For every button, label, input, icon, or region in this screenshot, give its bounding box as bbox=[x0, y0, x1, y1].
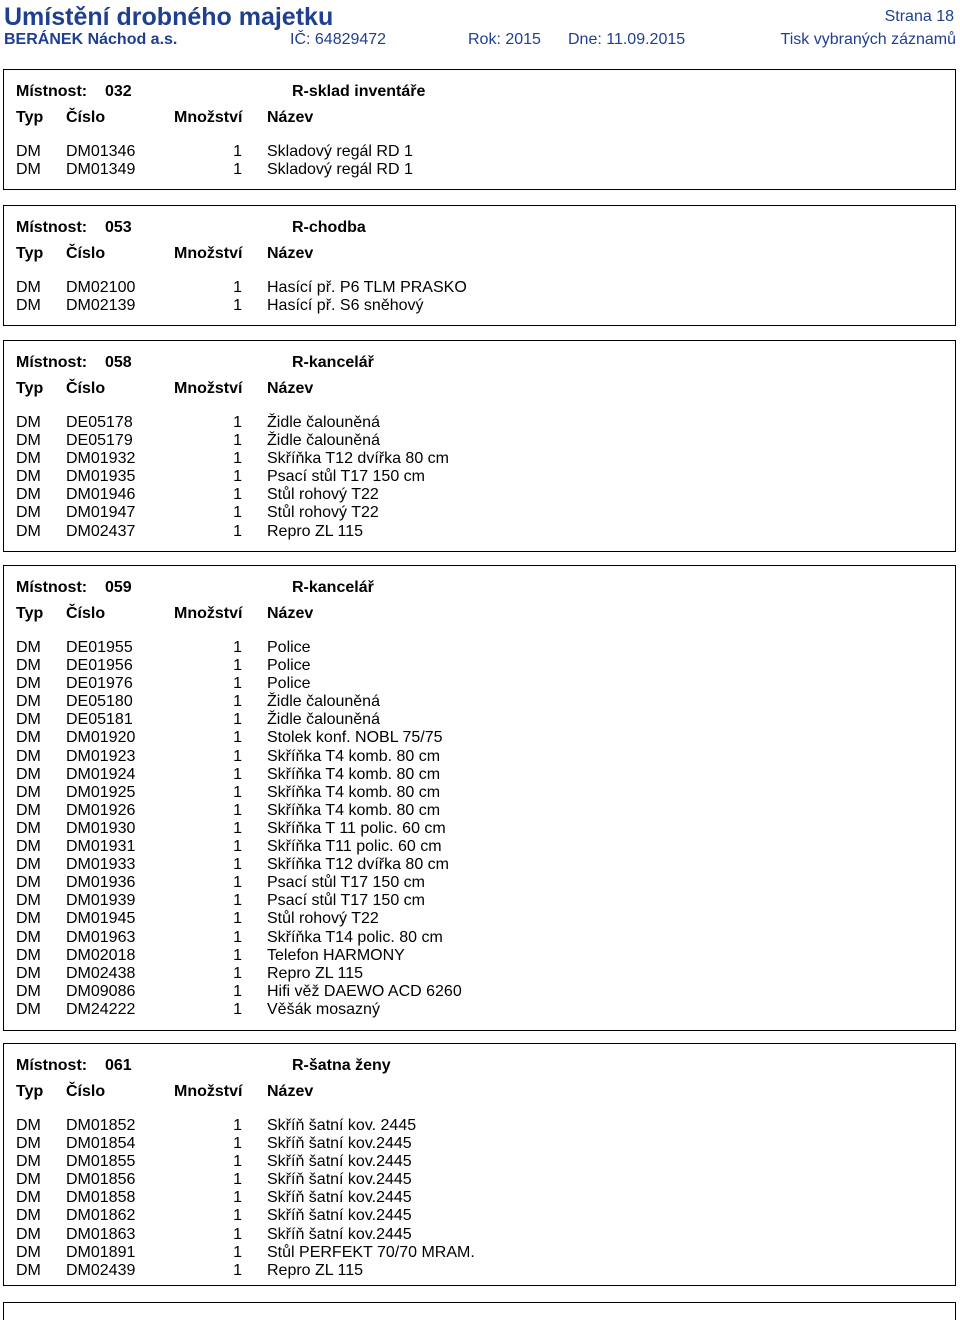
table-row bbox=[4, 675, 955, 693]
item-number: DM01858 bbox=[66, 1189, 136, 1207]
table-row bbox=[4, 983, 955, 1001]
item-quantity: 1 bbox=[233, 1189, 242, 1207]
item-type: DM bbox=[16, 468, 41, 486]
room-name: R-kancelář bbox=[292, 579, 374, 596]
item-number: DM01891 bbox=[66, 1243, 136, 1261]
room-name: R-kancelář bbox=[292, 354, 374, 371]
item-quantity: 1 bbox=[233, 1135, 242, 1153]
item-number: DM02439 bbox=[66, 1261, 136, 1279]
item-number: DM01349 bbox=[66, 161, 136, 179]
item-type: DM bbox=[16, 747, 41, 765]
column-header-mnozstvi: Množství bbox=[174, 605, 243, 622]
item-number: DM01924 bbox=[66, 765, 136, 783]
table-row bbox=[4, 1244, 955, 1262]
table-row bbox=[4, 1207, 955, 1225]
item-name: Židle čalouněná bbox=[267, 693, 380, 711]
item-type: DM bbox=[16, 1117, 41, 1134]
item-quantity: 1 bbox=[233, 765, 242, 783]
room-section bbox=[3, 1043, 956, 1286]
item-number: DM01925 bbox=[66, 783, 136, 801]
item-quantity: 1 bbox=[233, 1207, 242, 1225]
item-name: Skříňka T14 polic. 80 cm bbox=[267, 928, 443, 946]
item-name: Skříň šatní kov.2445 bbox=[267, 1135, 412, 1153]
room-number: 059 bbox=[105, 579, 132, 596]
room-section bbox=[3, 69, 956, 190]
report-header bbox=[0, 0, 960, 56]
item-type: DM bbox=[16, 1261, 41, 1279]
item-list bbox=[4, 1117, 955, 1280]
item-type: DM bbox=[16, 504, 41, 522]
item-type: DM bbox=[16, 729, 41, 747]
column-header-nazev: Název bbox=[267, 245, 314, 262]
item-number: DM09086 bbox=[66, 982, 136, 1000]
item-number: DM01947 bbox=[66, 504, 136, 522]
company-id: IČ: 64829472 bbox=[290, 31, 387, 48]
item-type: DM bbox=[16, 675, 41, 693]
item-name: Police bbox=[267, 657, 311, 675]
item-type: DM bbox=[16, 856, 41, 874]
item-quantity: 1 bbox=[233, 297, 242, 315]
room-number: 061 bbox=[105, 1057, 132, 1074]
table-row bbox=[4, 802, 955, 820]
item-type: DM bbox=[16, 946, 41, 964]
item-quantity: 1 bbox=[233, 801, 242, 819]
item-number: DM01931 bbox=[66, 838, 136, 856]
table-row bbox=[4, 820, 955, 838]
item-type: DM bbox=[16, 801, 41, 819]
table-row bbox=[4, 143, 955, 161]
item-quantity: 1 bbox=[233, 675, 242, 693]
item-name: Skladový regál RD 1 bbox=[267, 161, 413, 179]
item-number: DM01856 bbox=[66, 1171, 136, 1189]
table-row bbox=[4, 729, 955, 747]
table-row bbox=[4, 504, 955, 522]
table-row bbox=[4, 1135, 955, 1153]
item-name: Skříňka T4 komb. 80 cm bbox=[267, 765, 441, 783]
item-quantity: 1 bbox=[233, 143, 242, 160]
item-name: Skříň šatní kov. 2445 bbox=[267, 1117, 417, 1134]
column-header-nazev: Název bbox=[267, 109, 314, 126]
item-quantity: 1 bbox=[233, 1261, 242, 1279]
item-type: DM bbox=[16, 297, 41, 315]
item-number: DM01932 bbox=[66, 450, 136, 468]
item-list bbox=[4, 639, 955, 1019]
item-number: DM01939 bbox=[66, 892, 136, 910]
item-quantity: 1 bbox=[233, 1000, 242, 1018]
item-name: Židle čalouněná bbox=[267, 711, 380, 729]
item-type: DM bbox=[16, 522, 41, 540]
item-name: Skříň šatní kov.2445 bbox=[267, 1189, 412, 1207]
item-quantity: 1 bbox=[233, 1117, 242, 1134]
item-quantity: 1 bbox=[233, 161, 242, 179]
item-type: DM bbox=[16, 486, 41, 504]
page-number: Strana 18 bbox=[884, 8, 954, 25]
table-row bbox=[4, 639, 955, 657]
item-type: DM bbox=[16, 910, 41, 928]
item-name: Skříňka T4 komb. 80 cm bbox=[267, 747, 441, 765]
room-number: 053 bbox=[105, 219, 132, 236]
item-name: Repro ZL 115 bbox=[267, 522, 364, 540]
item-quantity: 1 bbox=[233, 729, 242, 747]
item-number: DM01933 bbox=[66, 856, 136, 874]
item-type: DM bbox=[16, 450, 41, 468]
table-row bbox=[4, 856, 955, 874]
print-mode: Tisk vybraných záznamů bbox=[780, 31, 956, 48]
item-type: DM bbox=[16, 693, 41, 711]
item-number: DM01862 bbox=[66, 1207, 136, 1225]
item-quantity: 1 bbox=[233, 414, 242, 431]
item-type: DM bbox=[16, 1225, 41, 1243]
item-number: DM02100 bbox=[66, 279, 136, 296]
table-row bbox=[4, 693, 955, 711]
column-header-mnozstvi: Množství bbox=[174, 109, 243, 126]
table-row bbox=[4, 1153, 955, 1171]
item-quantity: 1 bbox=[233, 838, 242, 856]
item-type: DM bbox=[16, 279, 41, 296]
item-number: DE05181 bbox=[66, 711, 133, 729]
item-type: DM bbox=[16, 783, 41, 801]
item-name: Stůl rohový T22 bbox=[267, 486, 379, 504]
table-row bbox=[4, 523, 955, 541]
room-name: R-chodba bbox=[292, 219, 366, 236]
item-type: DM bbox=[16, 982, 41, 1000]
table-row bbox=[4, 965, 955, 983]
item-name: Skříňka T12 dvířka 80 cm bbox=[267, 856, 449, 874]
item-number: DE01976 bbox=[66, 675, 133, 693]
item-type: DM bbox=[16, 838, 41, 856]
column-header-mnozstvi: Množství bbox=[174, 1083, 243, 1100]
item-number: DM01346 bbox=[66, 143, 136, 160]
column-header-nazev: Název bbox=[267, 380, 314, 397]
item-name: Skříňka T 11 polic. 60 cm bbox=[267, 819, 446, 837]
item-number: DM01855 bbox=[66, 1153, 136, 1171]
column-header-cislo: Číslo bbox=[66, 380, 106, 397]
table-row bbox=[4, 1117, 955, 1135]
room-number: 032 bbox=[105, 83, 132, 100]
room-section bbox=[3, 340, 956, 552]
item-number: DE05180 bbox=[66, 693, 133, 711]
item-number: DM01852 bbox=[66, 1117, 136, 1134]
item-quantity: 1 bbox=[233, 747, 242, 765]
room-name: R-šatna ženy bbox=[292, 1057, 391, 1074]
item-quantity: 1 bbox=[233, 432, 242, 450]
item-type: DM bbox=[16, 414, 41, 431]
item-name: Repro ZL 115 bbox=[267, 1261, 364, 1279]
item-number: DM01923 bbox=[66, 747, 136, 765]
item-quantity: 1 bbox=[233, 504, 242, 522]
table-row bbox=[4, 838, 955, 856]
item-name: Židle čalouněná bbox=[267, 414, 380, 431]
item-name: Stůl PERFEKT 70/70 MRAM. bbox=[267, 1243, 475, 1261]
item-name: Stůl rohový T22 bbox=[267, 504, 379, 522]
item-name: Židle čalouněná bbox=[267, 432, 380, 450]
item-quantity: 1 bbox=[233, 639, 242, 656]
item-number: DM24222 bbox=[66, 1000, 136, 1018]
item-name: Skříň šatní kov.2445 bbox=[267, 1153, 412, 1171]
item-quantity: 1 bbox=[233, 946, 242, 964]
item-number: DE05178 bbox=[66, 414, 133, 431]
table-row bbox=[4, 766, 955, 784]
item-name: Skříňka T12 dvířka 80 cm bbox=[267, 450, 449, 468]
item-name: Stolek konf. NOBL 75/75 bbox=[267, 729, 443, 747]
column-header-typ: Typ bbox=[16, 109, 44, 126]
item-type: DM bbox=[16, 1153, 41, 1171]
item-type: DM bbox=[16, 892, 41, 910]
item-number: DM01945 bbox=[66, 910, 136, 928]
item-name: Psací stůl T17 150 cm bbox=[267, 892, 425, 910]
column-header-typ: Typ bbox=[16, 605, 44, 622]
item-quantity: 1 bbox=[233, 856, 242, 874]
item-name: Psací stůl T17 150 cm bbox=[267, 468, 425, 486]
item-type: DM bbox=[16, 1207, 41, 1225]
item-list bbox=[4, 143, 955, 179]
item-quantity: 1 bbox=[233, 964, 242, 982]
company-name: BERÁNEK Náchod a.s. bbox=[4, 31, 178, 48]
table-row bbox=[4, 468, 955, 486]
item-type: DM bbox=[16, 1135, 41, 1153]
table-row bbox=[4, 910, 955, 928]
report-title: Umístění drobného majetku bbox=[4, 3, 334, 31]
report-date: Dne: 11.09.2015 bbox=[568, 31, 686, 48]
column-header-cislo: Číslo bbox=[66, 1083, 106, 1100]
item-type: DM bbox=[16, 928, 41, 946]
room-section bbox=[3, 565, 956, 1031]
item-quantity: 1 bbox=[233, 1243, 242, 1261]
item-quantity: 1 bbox=[233, 1153, 242, 1171]
table-row bbox=[4, 784, 955, 802]
table-row bbox=[4, 711, 955, 729]
item-list bbox=[4, 414, 955, 541]
item-quantity: 1 bbox=[233, 450, 242, 468]
item-type: DM bbox=[16, 964, 41, 982]
item-quantity: 1 bbox=[233, 783, 242, 801]
table-row bbox=[4, 450, 955, 468]
item-name: Skříň šatní kov.2445 bbox=[267, 1225, 412, 1243]
item-quantity: 1 bbox=[233, 468, 242, 486]
room-label: Místnost: bbox=[16, 83, 88, 100]
table-row bbox=[4, 432, 955, 450]
item-name: Skladový regál RD 1 bbox=[267, 143, 413, 160]
table-row bbox=[4, 1001, 955, 1019]
item-number: DM02139 bbox=[66, 297, 136, 315]
item-quantity: 1 bbox=[233, 1171, 242, 1189]
item-name: Hifi věž DAEWO ACD 6260 bbox=[267, 982, 462, 1000]
column-header-mnozstvi: Množství bbox=[174, 380, 243, 397]
item-name: Skříňka T11 polic. 60 cm bbox=[267, 838, 442, 856]
room-label: Místnost: bbox=[16, 1057, 88, 1074]
item-name: Věšák mosazný bbox=[267, 1000, 380, 1018]
column-header-typ: Typ bbox=[16, 380, 44, 397]
next-section-frame bbox=[3, 1302, 956, 1320]
table-row bbox=[4, 748, 955, 766]
column-header-cislo: Číslo bbox=[66, 605, 106, 622]
item-quantity: 1 bbox=[233, 1225, 242, 1243]
item-name: Telefon HARMONY bbox=[267, 946, 405, 964]
column-header-nazev: Název bbox=[267, 1083, 314, 1100]
table-row bbox=[4, 929, 955, 947]
item-number: DM02018 bbox=[66, 946, 136, 964]
item-type: DM bbox=[16, 161, 41, 179]
table-row bbox=[4, 1171, 955, 1189]
item-quantity: 1 bbox=[233, 486, 242, 504]
item-quantity: 1 bbox=[233, 910, 242, 928]
item-quantity: 1 bbox=[233, 693, 242, 711]
item-quantity: 1 bbox=[233, 279, 242, 296]
item-number: DM01930 bbox=[66, 819, 136, 837]
item-number: DM01936 bbox=[66, 874, 136, 892]
item-name: Hasící př. P6 TLM PRASKO bbox=[267, 279, 467, 296]
item-name: Skříň šatní kov.2445 bbox=[267, 1171, 412, 1189]
item-name: Hasící př. S6 sněhový bbox=[267, 297, 424, 315]
table-row bbox=[4, 657, 955, 675]
item-number: DM01863 bbox=[66, 1225, 136, 1243]
item-type: DM bbox=[16, 1000, 41, 1018]
item-number: DM02438 bbox=[66, 964, 136, 982]
item-quantity: 1 bbox=[233, 522, 242, 540]
column-header-mnozstvi: Množství bbox=[174, 245, 243, 262]
item-name: Police bbox=[267, 675, 311, 693]
item-quantity: 1 bbox=[233, 657, 242, 675]
table-row bbox=[4, 1226, 955, 1244]
item-type: DM bbox=[16, 711, 41, 729]
item-type: DM bbox=[16, 1243, 41, 1261]
item-name: Skříňka T4 komb. 80 cm bbox=[267, 801, 441, 819]
item-quantity: 1 bbox=[233, 819, 242, 837]
column-header-typ: Typ bbox=[16, 245, 44, 262]
table-row bbox=[4, 947, 955, 965]
column-header-nazev: Název bbox=[267, 605, 314, 622]
item-name: Skříň šatní kov.2445 bbox=[267, 1207, 412, 1225]
item-name: Skříňka T4 komb. 80 cm bbox=[267, 783, 441, 801]
item-number: DM01963 bbox=[66, 928, 136, 946]
item-type: DM bbox=[16, 765, 41, 783]
room-label: Místnost: bbox=[16, 219, 88, 236]
item-type: DM bbox=[16, 432, 41, 450]
item-number: DE01956 bbox=[66, 657, 133, 675]
room-label: Místnost: bbox=[16, 354, 88, 371]
column-header-cislo: Číslo bbox=[66, 245, 106, 262]
item-type: DM bbox=[16, 639, 41, 656]
report-year: Rok: 2015 bbox=[468, 31, 541, 48]
item-quantity: 1 bbox=[233, 874, 242, 892]
item-type: DM bbox=[16, 874, 41, 892]
item-quantity: 1 bbox=[233, 892, 242, 910]
item-number: DE05179 bbox=[66, 432, 133, 450]
table-row bbox=[4, 414, 955, 432]
item-quantity: 1 bbox=[233, 928, 242, 946]
table-row bbox=[4, 279, 955, 297]
item-number: DM01926 bbox=[66, 801, 136, 819]
item-quantity: 1 bbox=[233, 982, 242, 1000]
room-name: R-sklad inventáře bbox=[292, 83, 426, 100]
item-type: DM bbox=[16, 657, 41, 675]
item-number: DM02437 bbox=[66, 522, 136, 540]
table-row bbox=[4, 161, 955, 179]
table-row bbox=[4, 1262, 955, 1280]
item-number: DM01946 bbox=[66, 486, 136, 504]
item-type: DM bbox=[16, 1189, 41, 1207]
item-name: Repro ZL 115 bbox=[267, 964, 364, 982]
item-number: DM01854 bbox=[66, 1135, 136, 1153]
table-row bbox=[4, 486, 955, 504]
table-row bbox=[4, 874, 955, 892]
column-header-typ: Typ bbox=[16, 1083, 44, 1100]
item-type: DM bbox=[16, 819, 41, 837]
table-row bbox=[4, 892, 955, 910]
table-row bbox=[4, 1189, 955, 1207]
room-section bbox=[3, 205, 956, 326]
item-name: Police bbox=[267, 639, 311, 656]
item-list bbox=[4, 279, 955, 315]
item-number: DM01920 bbox=[66, 729, 136, 747]
item-quantity: 1 bbox=[233, 711, 242, 729]
table-row bbox=[4, 297, 955, 315]
item-type: DM bbox=[16, 1171, 41, 1189]
item-name: Psací stůl T17 150 cm bbox=[267, 874, 425, 892]
item-number: DE01955 bbox=[66, 639, 133, 656]
room-number: 058 bbox=[105, 354, 132, 371]
room-label: Místnost: bbox=[16, 579, 88, 596]
item-name: Stůl rohový T22 bbox=[267, 910, 379, 928]
column-header-cislo: Číslo bbox=[66, 109, 106, 126]
item-number: DM01935 bbox=[66, 468, 136, 486]
item-type: DM bbox=[16, 143, 41, 160]
